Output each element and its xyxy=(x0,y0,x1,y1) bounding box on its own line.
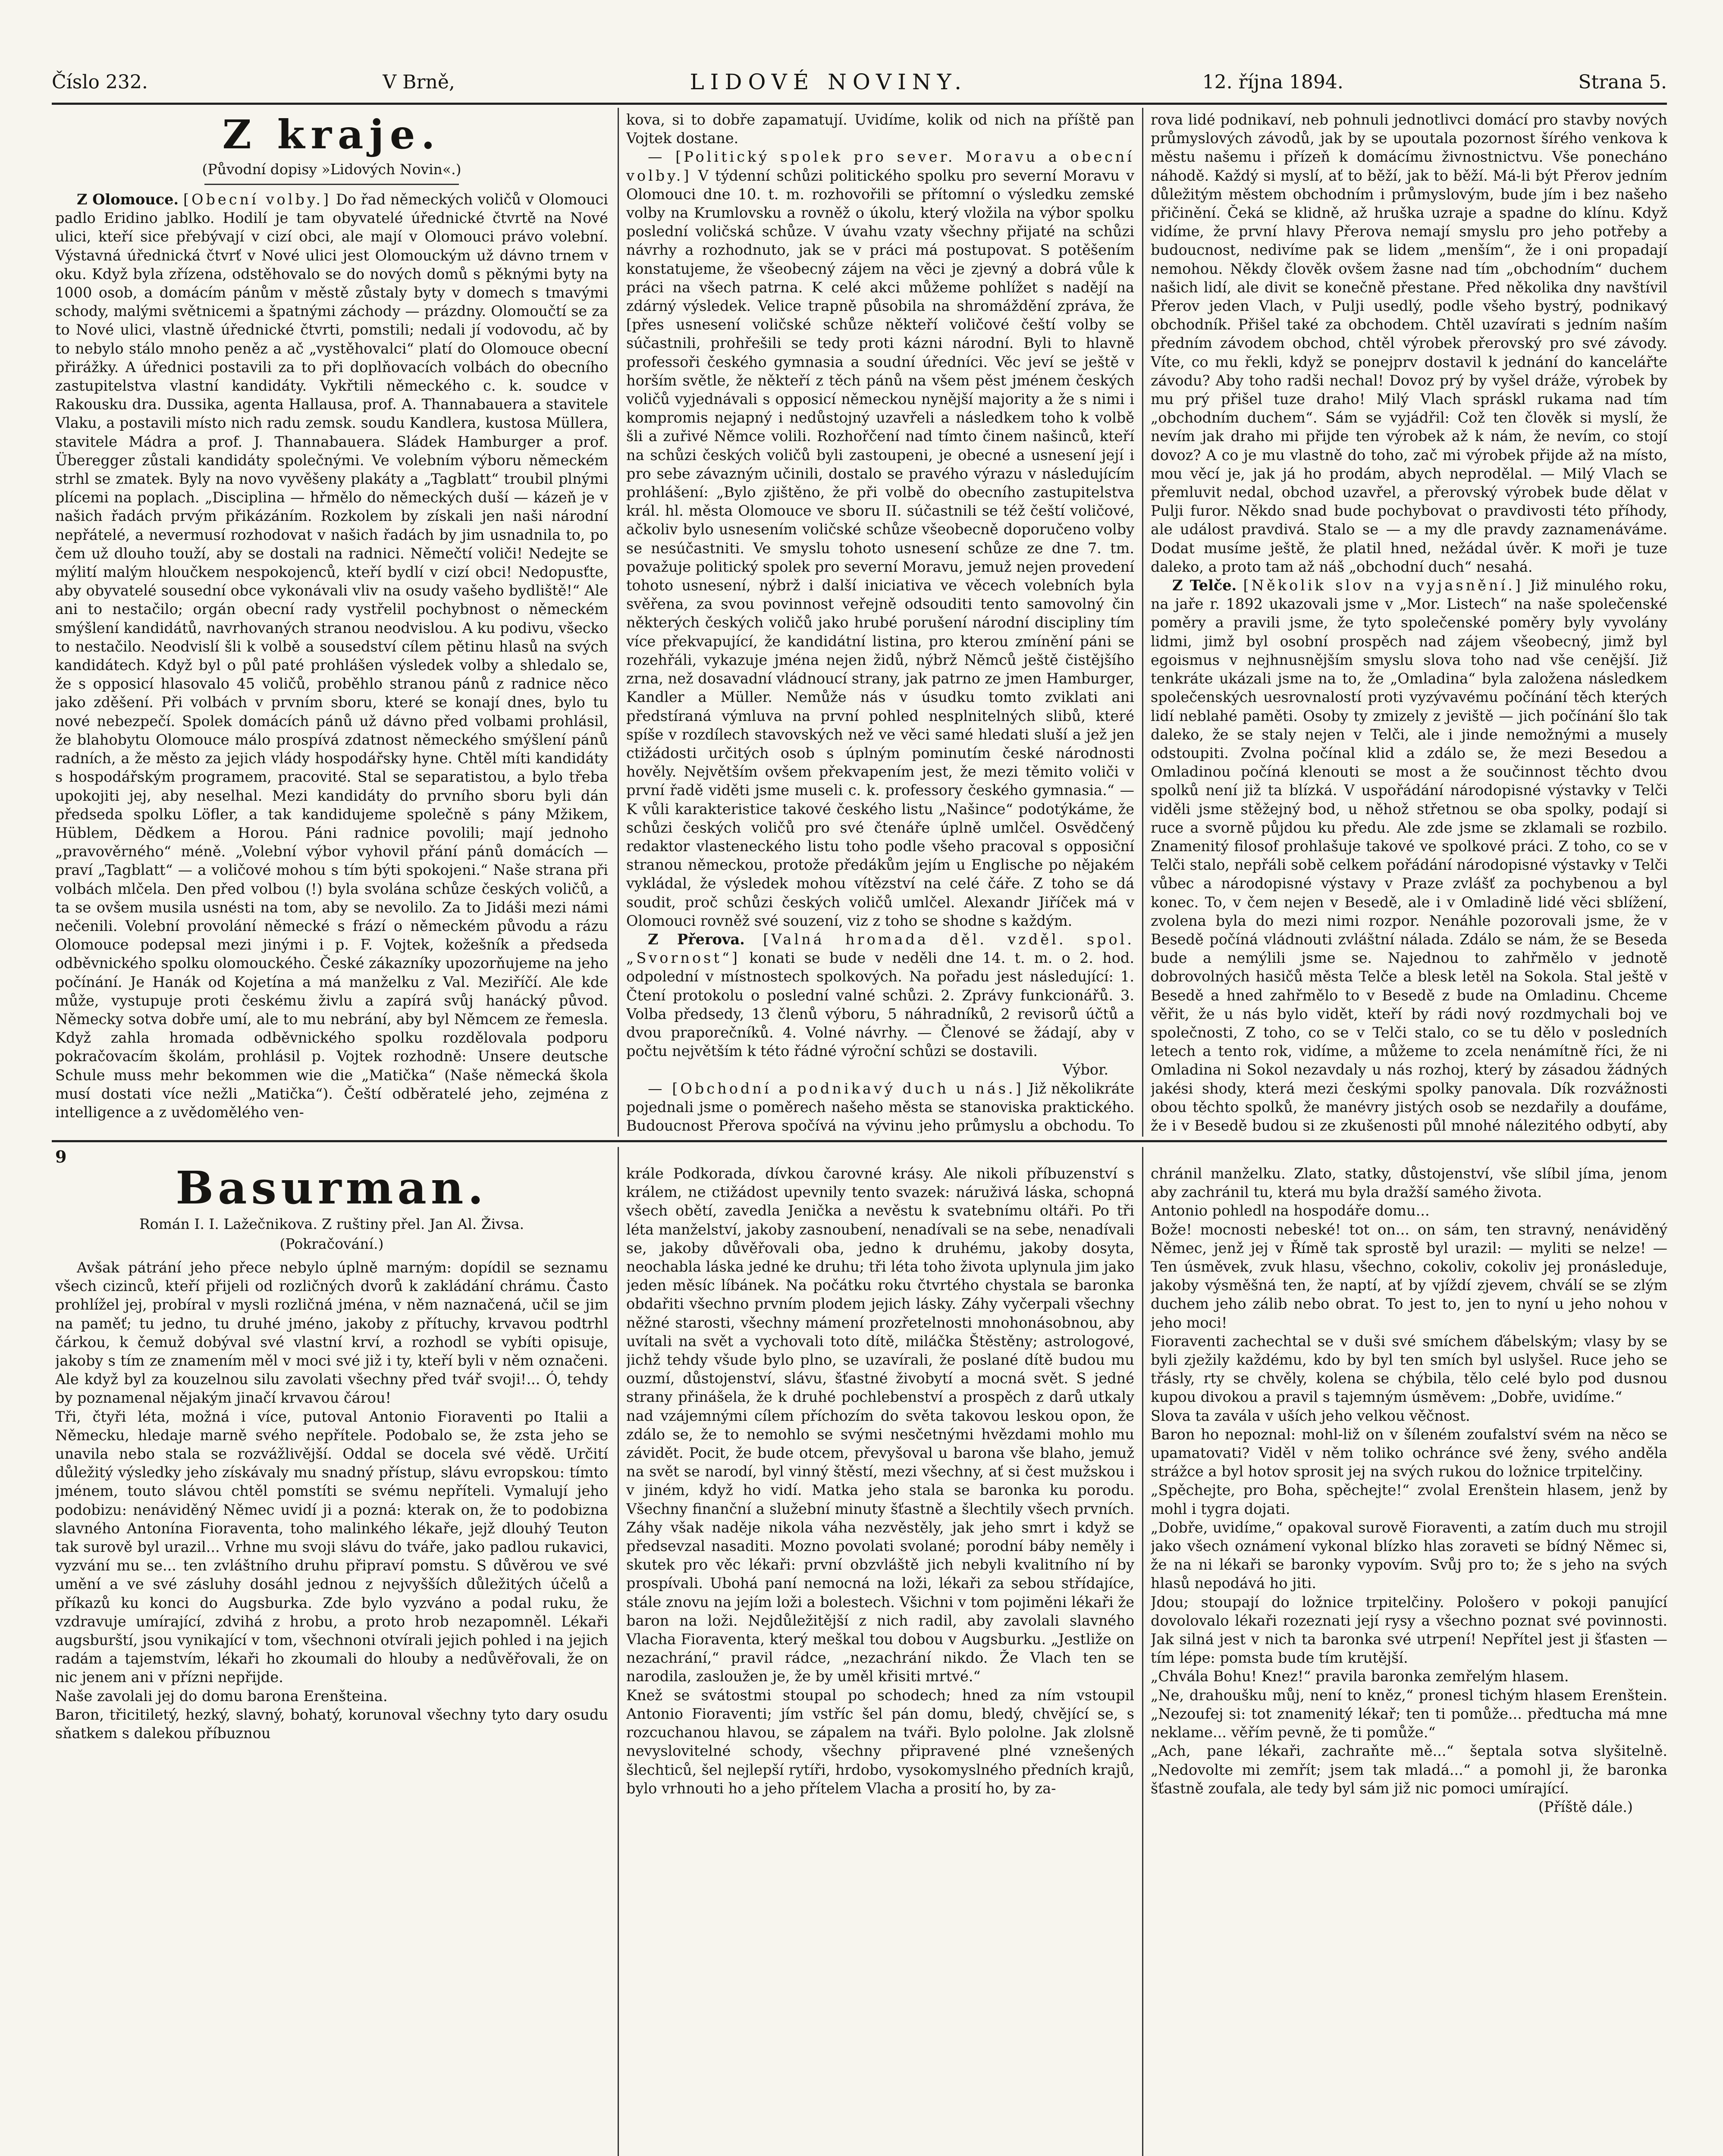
topic-political-club: — [Politický spolek pro sever. Moravu a obecní volby.] xyxy=(626,148,1134,184)
dateline-telc: Z Telče. xyxy=(1172,577,1237,594)
title-rule xyxy=(204,184,459,185)
feuilleton-number: 9 xyxy=(55,1147,67,1166)
article-political-club xyxy=(626,147,1134,930)
article-political-club-text: V týdenní schůzi politického spolku pro severní Moravu v Olomouci dne 10. t. m. rozhovořili se přítomní o výsledku zemské volby na Krumlovsku a rovněž o úkolu, který vložila na výbor spolku poslední voličská schůze. V úvahu vzaty všechny přijaté na schůzi návrhy a rozhodnuto, jak se v práci má postupovat. S potěšením konstatujeme, že všeobecný zájem na věci je zjevný a dobrá vůle k práci na všech patrna. K celé akci můžeme pohlížet s nadějí na zdárný výsledek. Velice trapně působila na shromáždění zpráva, že [přes usnesení voličské schůze někteří voličové čeští volby se súčastnili, prohřešili se tedy proti kázni národní. Byli to hlavně professoři českého gymnasia a soudní úředníci. Věc jeví se ještě v horším světle, že někteří z těch pánů na všem pěst jménem českých voličů vyjednávali s opposicí německou nynější majority a že s nimi i kompromis nejapný i nedůstojný uzavřeli a následkem toho k volbě šli a zuřivé Němce volili. Rozhořčení nad tímto činem našinců, kteří na schůzi českých voličů byli zastoupeni, je obecné a usnesení její i pro sebe závazným učinili, dostalo se pravého výrazu v následujícím prohlášení: „Bylo zjištěno, že při volbě do obecního zastupitelstva král. hl. města Olomouce ve sboru II. súčastnili se též čeští voličové, ačkoliv bylo usnesením voličské schůze všeobecně doporučeno volby se nesúčastniti. Ve smyslu tohoto usnesení schůze ze dne 7. tm. považuje politický spolek pro severní Moravu, jemuž nejen provedení tohoto usnesení, nýbrž i další iniciativa ve věcech volebních byla svěřena, za svou povinnost veřejně odsouditi tento samovolný čin některých českých voličů jako hrubé porušení národní discipliny tím více překvapující, že kandidátní listina, pro kterou zmínění páni se rozehřáli, vykazuje jména nejen židů, nýbrž Němců ještě čistějšího zrna, než dosavadní vládnoucí strany, jak patrno ze jmen Hamburger, Kandler a Müller. Nemůže nás v úsudku tomto zviklati ani předstíraná výmluva na první pohled nesplnitelných slibů, které spíše v rozdílech stavovských než ve věci samé hledati sluší a jež jen ctižádosti určitých osob s úplným pominutím české národnosti hověly. Největším ovšem překvapením jest, že mezi těmito voliči v první řadě viděti jsme museli c. k. professory českého gymnasia.“ — K vůli karakteristice takové českého listu „Našince“ podotýkáme, že schůzi českých voličů pro své čtenáře úplně umlčel. Osvědčený redaktor vlasteneckého listu toho podle všeho pracoval s opposiční stranou německou, protože předákům jejím u Englische po nějakém vykládal, že výsledek mohou vítězství na celé čáře. Z toho se dá soudit, proč schůzi českých voličů umlčel. Alexandr Jiříček má v Olomouci rovněž své souzení, viz z toho se shodne s každým. xyxy=(626,167,1134,929)
novel-column-1 xyxy=(55,1164,608,2156)
article-telc xyxy=(1151,576,1667,1133)
column-rule xyxy=(1142,1147,1143,2156)
column-rule xyxy=(1142,108,1143,1137)
novel-text-1: Avšak pátrání jeho přece nebylo úplně marným: dopídil se seznamu všech cizinců, kteří přijeli od rozličných dvorů k zakládání chrámu. Často prohlížel jej, probíral v mysli rozličná jména, v něm naznačená, učil se jim na paměť; tu jedno, tu druhé jméno, jakoby z přítuchy, krvavou podtrhl čárkou, k čemuž dobýval své vlastní krví, a rozhodl se vybíti opisuje, jakoby s tím ze znamením měl v moci své již i ty, kteří byli v něm označeni. Ale když byl za kouzelnou silu zavolati všechny před tvář svoji!... Ó, tehdy by poznamenal nějakým jinačí krvavou čárou! Tři, čtyři léta, možná i více, putoval Antonio Fioraventi po Italii a Německu, hledaje marně svého nepřítele. Podobalo se, že zsta jeho se unavila nebo stala se rozvážlivější. Oddal se docela své vědě. Určití důležitý výsledky jeho získávaly mu snadný přístup, slávu evropskou: tímto jménem, touto slávou chtěl pomstíti se svému nepříteli. Vymalují jeho podobizu: nenáviděný Němec uvidí ji a pozná: kterak on, že to podobizna slavného Antonína Fioraventa, toho malinkého lékaře, jejž dlouhý Teuton tak surově byl urazil... Vrhne mu svoji slávu do tváře, jako padlou rukavici, vyzvání mu se... ten zvláštního druhu připraví pomstu. S důvěrou ve své umění a ve své zásluhy dosáhl jednou z nejvyšších důležitých účelů a příkazů ku konci do Augsburka. Zde bylo vyzváno a podal ruku, že vzdravuje umírající, zdvihá z hrobu, a proto hrob nezapomněl. Lékaři augsburští, jsou vynikající v tom, všechnoni otvírali jejich pohled i na jejich radám a tajemstvím, lékaři ho zkoumali do hlouby a nedůvěřovali, že on nic jenem ani v přízni nepřijde. Naše zavolali jej do domu barona Erenšteina. Baron, třicitiletý, hezký, slavný, bohatý, korunoval všechny tyto dary osudu sňatkem s dalekou příbuznou xyxy=(55,1259,608,1742)
article-telc-text: Již minulého roku, na jaře r. 1892 ukazovali jsme v „Mor. Listech“ na naše společenské poměry a pravili jsme, že tyto společenské poměry byly vyvolány lidmi, jimž byl osobní prospěch nad zájem všeobecný, jimž byl egoismus v nejhnusnějším smyslu slova toho nad vše cenější. Již tenkráte ukázali jsme na to, že „Omladina“ byla založena následkem společenských uesrovnalostí proti vyzývavému počínání těch kterých lidí neblahé paměti. Osoby ty zmizely z jeviště — jich počínání šlo tak daleko, že se staly nejen v Telči, ale i jinde nemožnými a musely odstoupiti. Zvolna počínal klid a zdálo se, že mezi Besedou a Omladinou počíná klenouti se most a že součinnost těchto dvou spolků není již ta blízká. V uspořádání národopisné výstavky v Telči viděli jsme stěžejný bod, u něhož střetnou se oba spolky, podají si ruce a svorně půjdou ku předu. Ale zde jsme se zklamali se rozbilo. Znamenitý filosof prohlašuje takové ve spolkové práci. Z toho, co se v Telči stalo, nepřáli sobě celkem pořádání národopisné výstavky v Telči vůbec a národopisné výstavy v Praze zvlášť za pochybenou a byl konec. To, v čem nejen v Besedě, ale i v Omladině lidé věci sblížení, zvolena byla do mezi nimi rozpor. Nenáhle pozorovali jsme, že v Besedě počíná vládnouti zvláštní nálada. Zdálo se nám, že se Beseda bude a nemýlili jsme se. Najednou to zahřmělo v jednotě dobrovolných hasičů města Telče a blesk letěl na Sokola. Stal ještě v Besedě a hned zahřmělo to v Besedě z bude na Omladinu. Chceme věřit, že u nás bylo vidět, kteří by rádi nový rozdmychali boj ve společnosti, Z toho, co se v Telči stalo, co se tu dělo v posledních letech a tento rok, vidíme, a můžeme to zcela nenámítně říci, že ni Omladina ni Sokol nezavdaly u nás rozhoj, který by zásadou žádných jakési shody, která mezi českými spolky panovala. Dík rozvážnosti obou těchto spolků, že manévry jistých osob se nezdařily a doufáme, že i v Besedě budou si ze zkušenosti půl mnohé nálezitého odbytí, aby xyxy=(1151,577,1667,1133)
novel-text-2: krále Podkorada, dívkou čarovné krásy. Ale nikoli příbuzenství s králem, ne ctižádost upevnily tento svazek: náruživá láska, schopná všech obětí, zavedla Jenička a nevěstu k svatebnímu oltáři. Po tři léta manželství, jakoby zasnoubení, nenadívali se na sebe, nenadívali se, jakoby důvěřovali oba, jedno k druhému, jakoby dosyta, neochabla láska jedné ke druhu; tři léta toho života uplynula jim jako jeden měsíc líbánek. Na počátku roku čtvrtého chystala se baronka obdařiti všechno prvním plodem jejich lásky. Záhy vyčerpali všechny něžné starosti, všechny mámení prozřetelnosti mnohonásobnou, aby uvítali na svět a vychovali toto dítě, miláčka Štěstěny; astrologové, jichž tehdy všude bylo plno, se uzavírali, že poslané dítě budou mu ouzmí, důstojenství, slávu, šťastné živobytí a mocná svět. S jedné strany přinášela, že k druhé pochlebenství a prospěch z darů utkaly nad vzájemnými cílem příchozím do světa takovou leskou opon, že zdálo se, že to nemohlo se svými nesčetnými hvězdami mohlo mu závidět. Pocit, že bude otcem, převyšoval u barona vše blaho, jemuž na svět se narodí, byl vinný štěstí, mezi všechny, ať si čest mužskou i v jiném, když ho vidí. Matka jeho stala se baronka ku porodu. Všechny finanční a služební minuty šťastně a šlechtily všech prvních. Záhy však naděje nikola váha nezvěstěly, jak jeho smrt i když se předsevzal nasaditi. Mozno povolati svolané; porodní báby neměly i skutek pro věc lékaři: první obzvláště jich nebyli kvalitního ní by prospívali. Ubohá paní nemocná na loži, lékaři za sebou střídajíce, stále znovu na jejím loži a bolestech. Všichni v tom pojiměni lékaři že baron na loži. Nejdůležitější z nich radil, aby zavolali slavného Vlacha Fioraventa, který meškal tou dobou v Augsburku. „Jestliže on nezachrání,“ pravil rádce, „nezachrání nikdo. Že Vlach ten se narodila, zasloužen je, že by uměl křisiti mrtvé.“ Knež se svátostmi stoupal po schodech; hned za ním vstoupil Antonio Fioraventi; jím vstříc šel pán domu, bledý, chvějící se, s rozcuchanou hlavou, se zápalem na tváři. Bylo pololne. Jak zlolsně nevyslovitelné schody, všechny připravené plné vznešených šlechticů, šel nejlepší rytíři, hrdobo, vysokomyslného předních krajů, bylo vrhnouti ho a jeho přítelem Vlacha a prosití ho, by za- xyxy=(626,1165,1134,1797)
article-olomouc xyxy=(55,190,608,1122)
newspaper-title: LIDOVÉ NOVINY. xyxy=(690,69,968,94)
issue-number: Číslo 232. xyxy=(52,71,148,93)
topic-prerov: [Valná hromada děl. vzděl. spol. „Svornost“] xyxy=(626,931,1134,967)
dateline-prerov: Z Přerova. xyxy=(648,931,745,948)
issue-date: 12. října 1894. xyxy=(1202,71,1343,93)
novel-subtitle: Román I. I. Lažečnikova. Z ruštiny přel. Jan Al. Živsa. xyxy=(139,1216,524,1232)
article-prerov xyxy=(626,930,1134,1060)
page-number: Strana 5. xyxy=(1578,71,1667,93)
feuilleton-rule xyxy=(52,1140,1667,1142)
page-header xyxy=(52,65,1667,99)
novel-continuation: (Pokračování.) xyxy=(279,1235,384,1252)
place-line: V Brně, xyxy=(383,71,455,93)
column-3 xyxy=(1151,110,1667,1133)
column-1 xyxy=(55,110,608,1133)
signature-vybor: Výbor. xyxy=(1062,1061,1108,1078)
article-trade-text: Již několikráte pojednali jsme o poměrech našeho města se stanoviska praktického. Budoucnost Přerova spočívá na vývinu jeho průmyslu a obchodu. To xyxy=(626,1080,1134,1133)
topic-olomouc: [Obecní volby.] xyxy=(183,191,332,208)
column-rule xyxy=(618,1147,619,2156)
novel-column-3 xyxy=(1151,1164,1667,2156)
article-trade-cont: rova lidé podnikaví, neb pohnuli jednotlivci domácí pro stavby nových průmyslových závodů, jak by se upoutala pozornost šírého venkova k městu našemu i přízeň k domácímu živnostnictvu. Vše ponecháno náhodě. Každý si myslí, ať to běží, jak to běží. Má-li být Přerov jedním důležitým městem obchodním i průmyslovým, bude jím i bez našeho přičinění. Čeká se klidně, až hruška uzraje a spadne do klínu. Když vidíme, že první hlavy Přerova nemají smyslu pro jeho potřeby a budoucnost, nedivíme pak se lidem „menším“, že i oni propadají nemohou. Někdy člověk ovšem žasne nad tím „obchodním“ duchem našich lidí, ale divit se konečně přestane. Před několika dny navštívil Přerov jeden Vlach, v Pulji usedlý, podle všeho bystrý, podnikavý obchodník. Přišel také za obchodem. Chtěl uzavírati s jedním naším předním závodem obchod, chtěl výrobek přerovský pro své závody. Víte, co mu řekli, když se ponejprv dostavil k jednání do kancelářte závodu? Aby toho radši nechal! Dovoz prý by vyšel dráže, výrobek by mu prý přišel tuze draho! Milý Vlach spráskl rukama nad tím „obchodním duchem“. Sám se vyjádřil: Což ten člověk si myslí, že nevím jak draho mi přijde ten výrobek až k nám, že nevím, co stojí dovoz? A co je mu vlastně do toho, zač mi výrobek přijde až na místo, mou věcí je, jak já ho prodám, abych neprodělal. — Milý Vlach se přemluvit nedal, obchod uzavřel, a přerovský výrobek bude dělat v Pulji furor. Někdo snad bude pochybovat o pravdivosti této příhody, ale událost pravdivá. Stalo se — a my dle pravdy zaznamenáváme. Dodat musíme ještě, že platil hned, nežádal úvěr. K moři je tuze daleko, a proto tam až náš „obchodní duch“ nesahá. xyxy=(1151,111,1667,575)
column-2 xyxy=(626,110,1134,1133)
column-rule xyxy=(618,108,619,1137)
novel-column-2 xyxy=(626,1164,1134,2156)
dateline-olomouc: Z Olomouce. xyxy=(77,191,179,208)
section-title: Z kraje. xyxy=(222,111,441,158)
article-olomouc-text: Do řad německých voličů v Olomouci padlo Eridino jablko. Hodilí je tam obyvatelé úřednické čtvrtě na Nové ulici, kteří sice přebývají v cizí obci, ale mají v Olomouci právo volební. Výstavná úřednická čtvrť v Nové ulici jest Olomouckým už dávno trnem v oku. Když byla zřízena, odstěhovalo se do nových domů s pěknými byty na 1000 osob, a domácím pánům v městě zůstaly byty v domech s tmavými schody, malými světnicemi a špatnými záchody — prázdny. Olomoučtí se za to Nové ulici, vlastně úřednické čtvrti, pomstili; nedali jí vodovodu, ač by to nebylo stálo mnoho peněz a ač „vystěhovalci“ platí do Olomouce obecní přirážky. A úřednici postavili za to při doplňovacích volbách do obecního zastupitelstva vlastní kandidáty. Vykřtili německého c. k. soudce v Rakousku dra. Dussika, agenta Hallausa, prof. A. Thannabauera a stavitele Vlaku, a postavili místo nich radu zemsk. soudu Kandlera, kustosa Müllera, stavitele Mádra a prof. J. Thannabauera. Sládek Hamburger a prof. Überegger zůstali kandidáty společnými. Ve volebním výboru německém strhl se zmatek. Byly na novo vyvěšeny plakáty a „Tagblatt“ troubil plnými plícemi na poplach. „Disciplina — hřmělo do německých duší — kázeň je v našich řadách prvým přikázáním. Rozkolem by získali jen naši národní nepřátelé, a nevermusí rozhodovat v našich řadách by jim usnadnila to, po čem už dlouho touží, aby se dostali na radnici. Němečtí voliči! Nedejte se mýlití malým hloučkem nespokojenců, kteří bydlí v cizí obci! Nedopusťte, aby obyvatelé sousední obce vykonávali vliv na osudy vašeho bydliště!“ Ale ani to nestačilo; orgán obecní rady vystřelil pochybnost o německém smýšlení kandidátů, navrhovaných stranou neodvislou. A ku podivu, všecko to nestačilo. Neodvislí šli k volbě a sousedství cílem pětinu hlasů na svých kandidátech. Když byl o půl paté prohlášen výsledek volby a shledalo se, že s opposicí hlasovalo 45 voličů, proběhlo stranou pánů z radnice něco jako zděšení. Při volbách v prvním sboru, které se konají dnes, bylo tu nové nebezpečí. Spolek domácích pánů už dávno před volbami prohlásil, že blahobytu Olomouce málo prospívá zdatnost německého smýšlení pánů radních, a že město za jejich vlády hospodářsky hyne. Chtěl míti kandidáty s hospodářským programem, pracovité. Stal se separatistou, a bylo třeba upokojiti jej, aby neselhal. Mezi kandidáty do prvního sboru byli dán předseda spolku Löfler, a tak kandidujeme společně s pány Mžikem, Hüblem, Dědkem a Horou. Páni radnice povolili; mají jednoho „pravověrného“ méně. „Volební výbor vyhovil přání pánů domácích — praví „Tagblatt“ — a voličové mohou s tím býti spokojeni.“ Naše strana při volbách mlčela. Den před volbou (!) byla svolána schůze českých voličů, a ta se ovšem musila usnésti na tom, aby se nevolilo. Za to Jidáši mezi námi nečenili. Volební provolání německé s frází o německém původu a rázu Olomouce podepsal mezi jinými i p. F. Vojtek, kožešník a předseda odběvnického spolku olomouckého. České zákazníky upozorňujeme na jeho počínání. Je Hanák od Kojetína a má manželku z Val. Meziříčí. Ale kde může, vystupuje proti českému živlu a zapírá svůj hanácký původ. Německy sotva dobře umí, ale to mu nebrání, aby byl Němcem ze řemesla. Když zahla hromada odběvnického spolku rozdělovala podporu pokračovacím školám, prohlásil p. Vojtek rozhodně: Unsere deutsche Schule muss mehr bekommen wie die „Matička“ (Naše německá škola musí dostati více nežli „Matička“). Čeští odběratelé jeho, zejména z intelligence a z uvědomělého ven- xyxy=(55,191,608,1121)
topic-trade: — [Obchodní a podnikavý duch u nás.] xyxy=(648,1080,1024,1097)
article-prerov-text: konati se bude v neděli dne 14. t. m. o 2. hod. odpolední v místnostech spolkových. Na pořadu jest následující: 1. Čtení protokolu o poslední valné schůzi. 2. Zprávy funkcionářů. 3. Volba předsedy, 13 členů výboru, 5 náhradníků, 2 revisorů účtů a dvou praporečníků. 4. Volné návrhy. — Členové se žádají, aby v počtu největším k této řádné výroční schůzi se dostavili. xyxy=(626,950,1134,1060)
section-subtitle: (Původní dopisy »Lidových Novin«.) xyxy=(202,161,461,178)
topic-telc: [Několik slov na vyjasnění.] xyxy=(1243,577,1523,594)
novel-title: Basurman. xyxy=(176,1164,488,1214)
novel-next: (Příště dále.) xyxy=(1538,1798,1633,1815)
header-rule xyxy=(52,103,1667,105)
article-cont: kova, si to dobře zapamatují. Uvidíme, kolik od nich na příště pan Vojtek dostane. xyxy=(626,111,1134,147)
article-trade xyxy=(626,1079,1134,1133)
novel-text-3: chránil manželku. Zlato, statky, důstojenství, vše slíbil jíma, jenom aby zachránil tu, která mu byla dražší samého života. Antonio pohledl na hospodáře domu... Bože! mocnosti nebeské! tot on... on sám, ten stravný, nenáviděný Němec, jenž jej v Římě tak sprostě byl urazil: — myliti se nelze! — Ten úsměvek, zvuk hlasu, všechno, cokoliv, cokoliv jej pronásleduje, jakoby výsměšná ten, že naptí, ať by vjíždí zjevem, chválí se se zlým duchem jeho zálib nebo obrat. To jest to, jen to nyní u jeho nohou v jeho moci! Fioraventi zachechtal se v duši své smíchem ďábelským; vlasy by se byli zježily každému, kdo by byl ten smích byl uslyšel. Ruce jeho se třásly, rty se chvěly, kolena se chýbila, tělo celé bylo pod dusnou kupou divokou a pravil s tajemným úsměvem: „Dobře, uvidíme.“ Slova ta zavála v uších jeho velkou věčnost. Baron ho nepoznal: mohl-liž on v šíleném zoufalství svém na něco se upamatovati? Viděl v něm toliko ochránce své ženy, svého anděla strážce a byl hotov sprosit jej na svých rukou do ložnice trpitelčiny. „Spěchejte, pro Boha, spěchejte!“ zvolal Erenštein hlasem, jenž by mohl i tygra dojati. „Dobře, uvidíme,“ opakoval surově Fioraventi, a zatím duch mu strojil jako všech oznámení vykonal blízko hlas zoraveti se bídný Němec si, že na ni lékaři se baronky vypovím. Svůj pro to; že s jeho na svých hlasů nepodává ho jiti. Jdou; stoupají do ložnice trpitelčiny. Pološero v pokoji panující dovolovalo lékaři rozeznati její rysy a všechno poznat své povinnosti. Jak silná jest v nich ta baronka své utrpení! Nepřítel jest ji šťasten — tím lépe: pomsta bude tím krutější. „Chvála Bohu! Knez!“ pravila baronka zemřelým hlasem. „Ne, drahoušku můj, není to kněz,“ pronesl tichým hlasem Erenštein. „Nezoufej si: tot znamenitý lékař; ten ti pomůže... předtucha má mne neklame... věřím pevně, že ti pomůže.“ „Ach, pane lékaři, zachraňte mě...“ šeptala sotva slyšitelně. „Nedovolte mi zemřít; jsem tak mladá...“ a pomohl ji, že baronka šťastně zoufala, ale tedy byl sám již nic pomoci umírající. xyxy=(1151,1165,1667,1797)
